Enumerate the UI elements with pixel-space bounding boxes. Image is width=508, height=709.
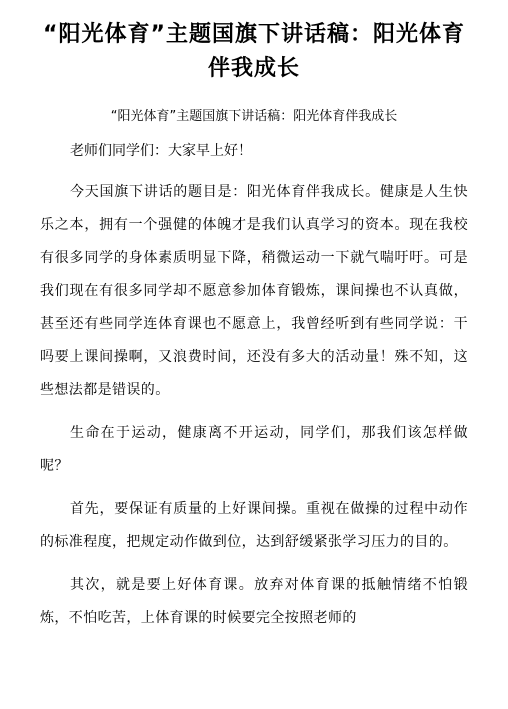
greeting-line: 老师们同学们：大家早上好！ (70, 143, 252, 159)
document-subtitle: “阳光体育”主题国旗下讲话稿：阳光体育伴我成长 (110, 109, 398, 124)
body-paragraph-3: 首先，要保证有质量的上好课间操。重视在做操的过程中动作的标准程度，把规定动作做到位，达到舒缓紧张学习压力的目的。 (40, 501, 468, 550)
body-paragraph-4: 其次，就是要上好体育课。放弃对体育课的抵触情绪不怕锻炼，不怕吃苦，上体育课的时候要完全按照老师的 (40, 577, 468, 626)
document-title: “阳光体育”主题国旗下讲话稿：阳光体育 伴我成长 (43, 22, 465, 81)
body-paragraph-1: 今天国旗下讲话的题目是：阳光体育伴我成长。健康是人生快乐之本，拥有一个强健的体魄才是我们认真学习的资本。现在我校有很多同学的身体素质明显下降，稍微运动一下就气喘吁吁。可是我们现在有很多同学却不愿意参加体育锻炼，课间操也不认真做，甚至还有些同学连体育课也不愿意上，我曾经听到有些同学说：干吗要上课间操啊，又浪费时间，还没有多大的活动量！殊不知，这些想法都是错误的。 (40, 184, 468, 398)
body-paragraph-2: 生命在于运动，健康离不开运动，同学们，那我们该怎样做呢？ (40, 425, 468, 474)
